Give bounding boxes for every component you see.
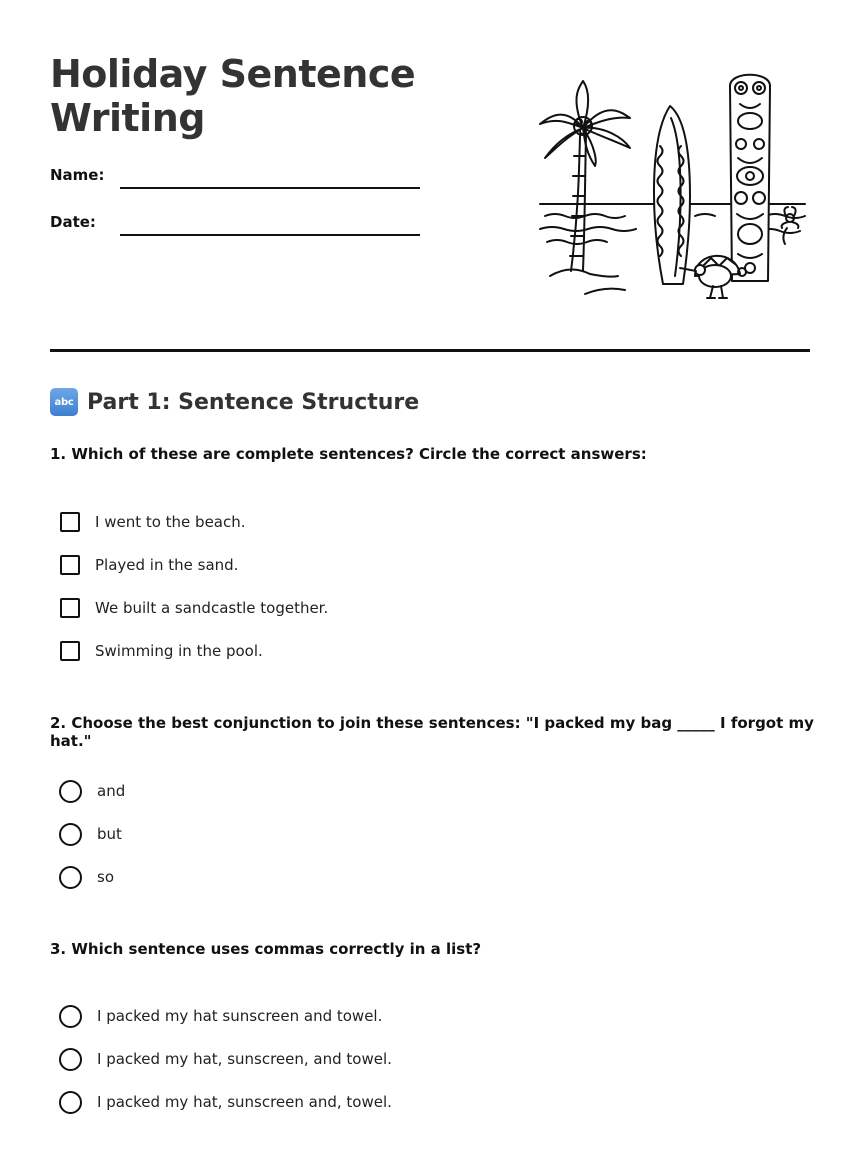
radio-button[interactable] [59,1005,82,1028]
checkbox[interactable] [60,512,80,532]
option-label: Swimming in the pool. [95,642,263,660]
flower-icon [782,207,799,244]
q3-option-3[interactable] [60,1090,392,1114]
option-label: I went to the beach. [95,513,246,531]
checkbox[interactable] [60,641,80,661]
q2-option-3[interactable] [60,865,114,889]
radio-button[interactable] [59,866,82,889]
carved-totem-icon [730,75,770,281]
question-3: 3. Which sentence uses commas correctly in a list? [50,940,482,958]
radio-button[interactable] [59,780,82,803]
part1-heading [50,388,419,416]
q1-option-3[interactable] [60,596,328,620]
q1-option-1[interactable] [60,510,246,534]
option-label: We built a sandcastle together. [95,599,329,617]
q2-option-2[interactable] [60,822,122,846]
checkbox[interactable] [60,598,80,618]
option-label: but [97,825,122,843]
name-label: Name: [50,166,105,184]
option-label: and [97,782,126,800]
header-divider [50,349,810,352]
date-field[interactable] [120,234,420,236]
part1-heading-text: Part 1: Sentence Structure [87,389,420,415]
radio-button[interactable] [59,1048,82,1071]
q3-option-1[interactable] [60,1004,382,1028]
q1-option-4[interactable] [60,639,263,663]
date-label: Date: [50,213,96,231]
q1-option-2[interactable] [60,553,238,577]
name-field[interactable] [120,187,420,189]
question-1: 1. Which of these are complete sentences? Circle the correct answers: [50,445,647,463]
worksheet-title: Holiday Sentence Writing [50,52,416,140]
option-label: so [97,868,114,886]
surfboard-icon [654,106,690,284]
abc-icon: abc [50,388,78,416]
radio-button[interactable] [59,1091,82,1114]
q3-option-2[interactable] [60,1047,392,1071]
radio-button[interactable] [59,823,82,846]
option-label: Played in the sand. [95,556,239,574]
beach-illustration [535,66,810,306]
palm-tree-icon [540,81,630,294]
option-label: I packed my hat sunscreen and towel. [97,1007,383,1025]
option-label: I packed my hat, sunscreen, and towel. [97,1050,392,1068]
option-label: I packed my hat, sunscreen and, towel. [97,1093,392,1111]
checkbox[interactable] [60,555,80,575]
kiwi-bird-icon [680,265,731,298]
q2-option-1[interactable] [60,779,125,803]
question-2: 2. Choose the best conjunction to join these sentences: "I packed my bag _____ I forgot my hat." [50,714,814,750]
